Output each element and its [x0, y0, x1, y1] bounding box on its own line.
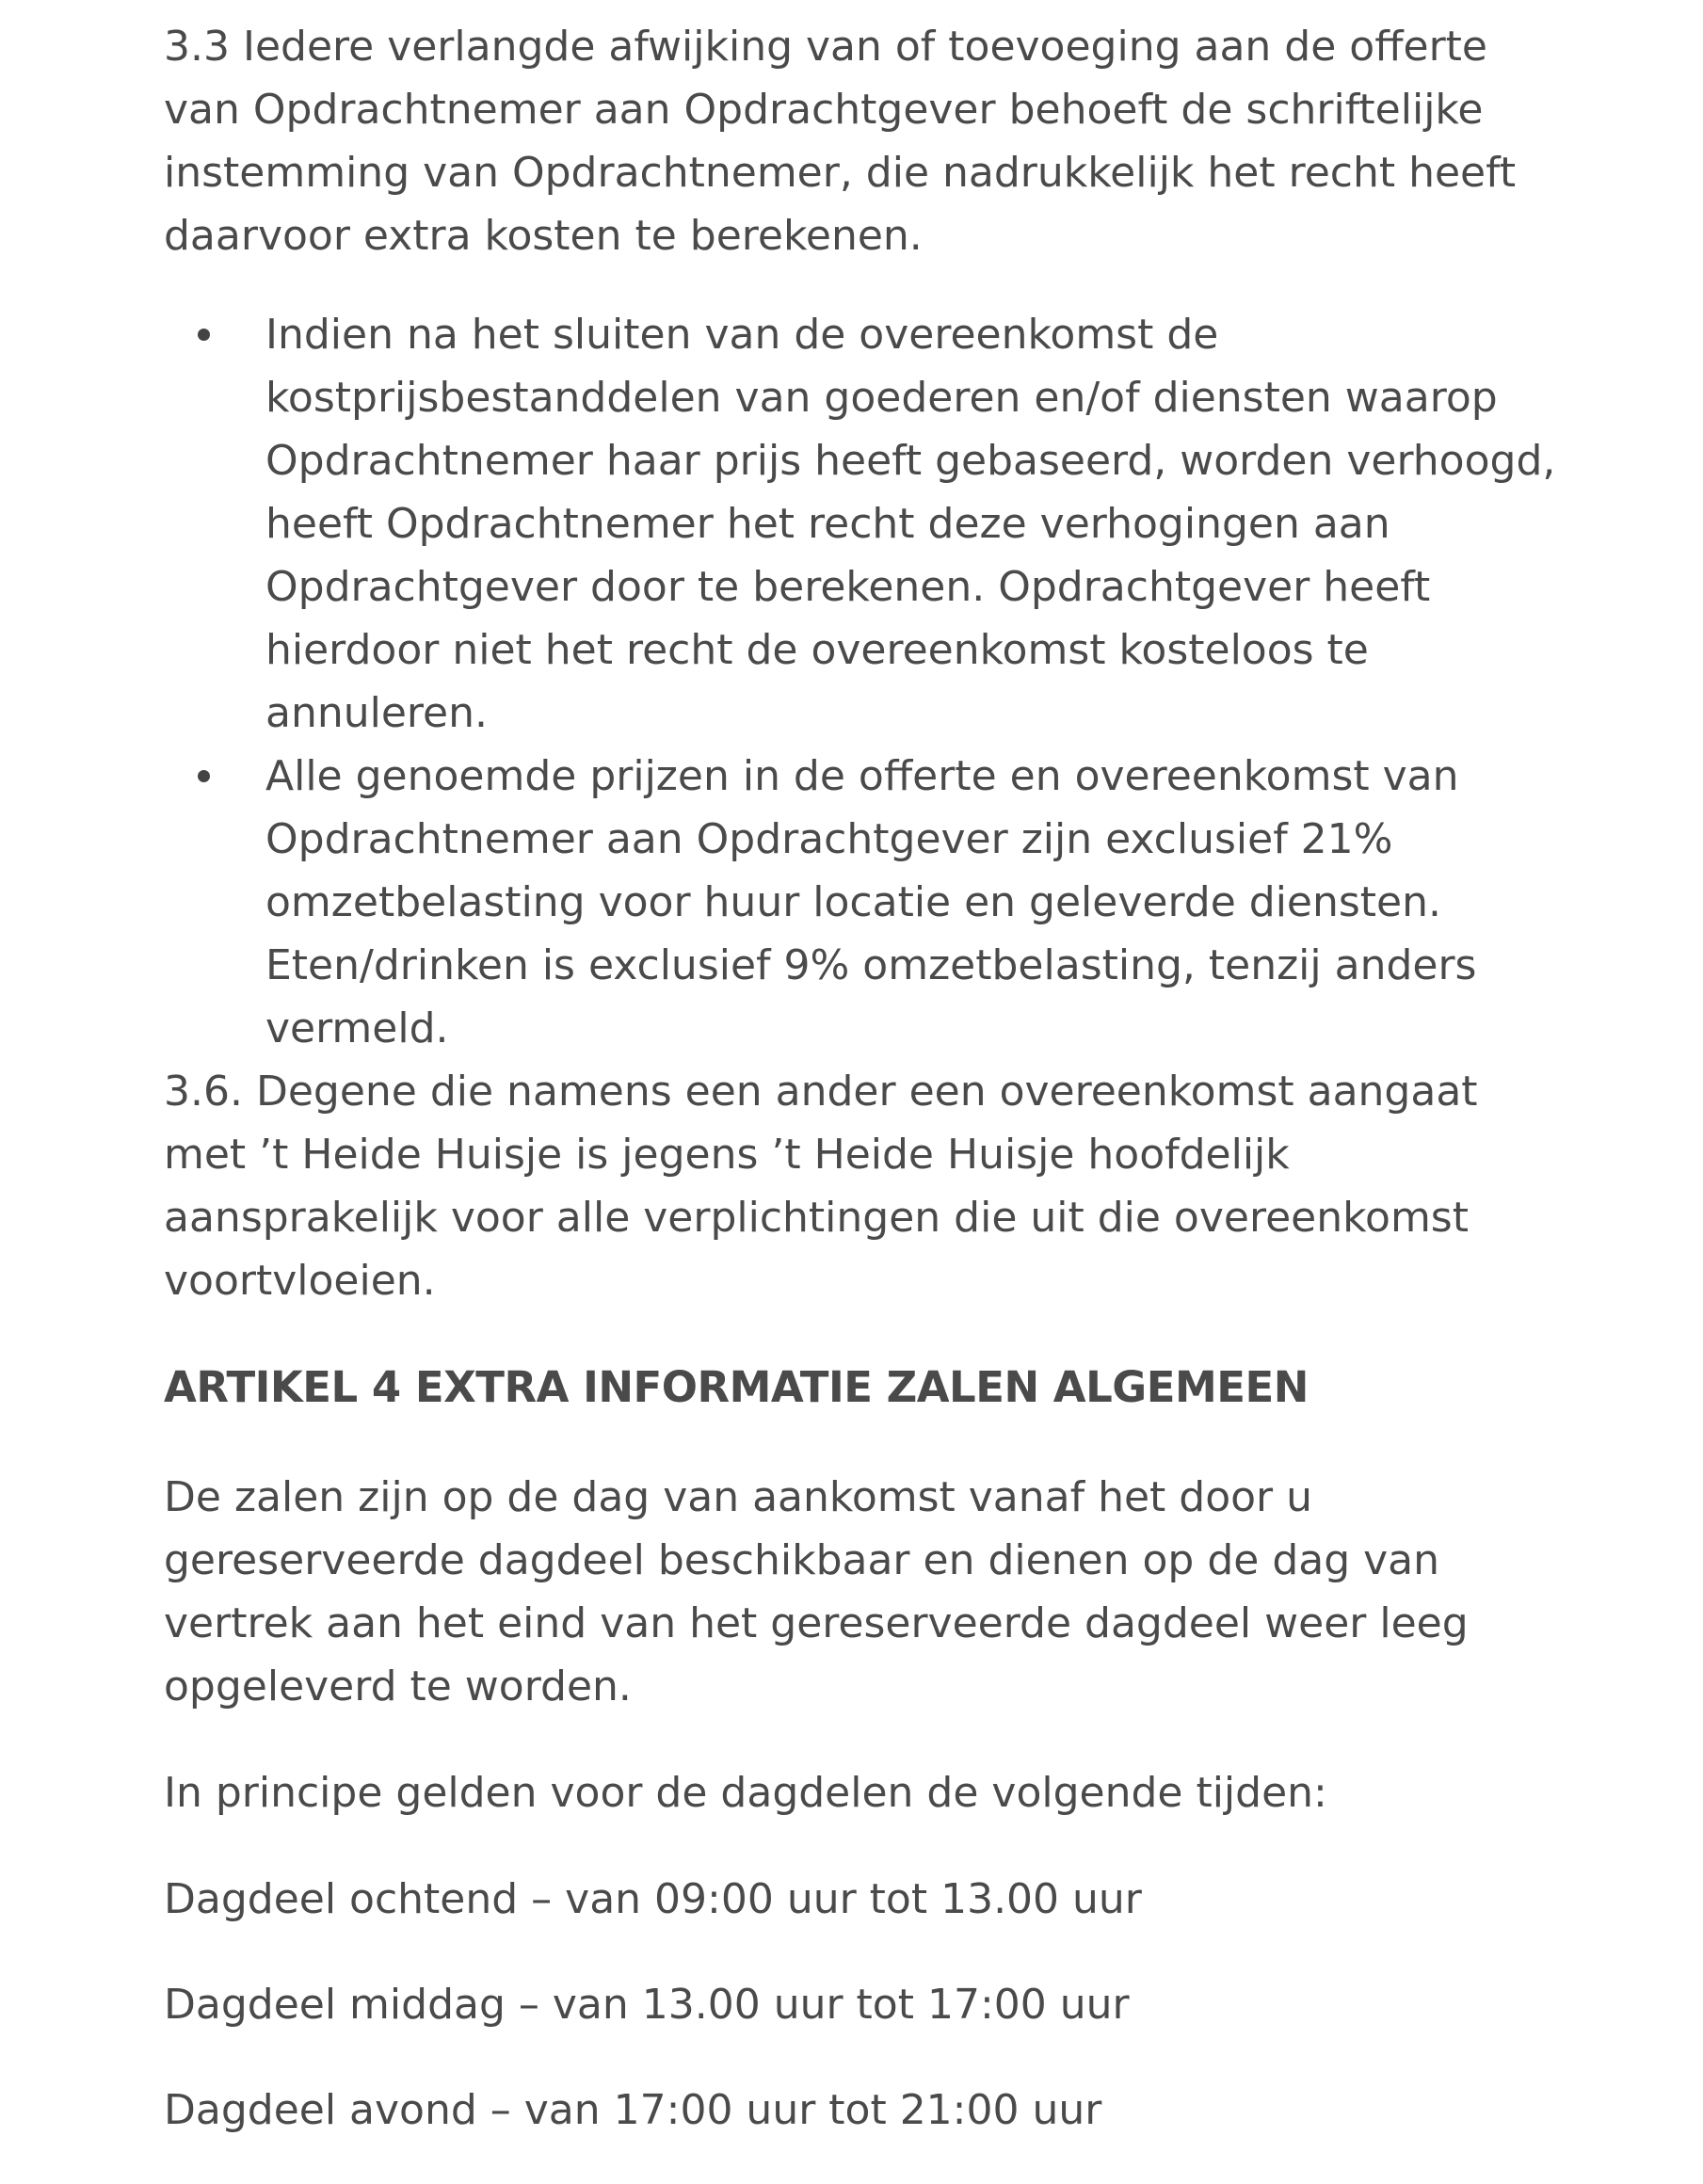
bullet-item	[164, 745, 1566, 1060]
times-intro: In principe gelden voor de dagdelen de volgende tijden:	[164, 1769, 1327, 1817]
bullet-dot-icon	[198, 770, 210, 782]
bullet-list	[164, 303, 1566, 1060]
article-4-intro: De zalen zijn op de dag van aankomst vanaf het door u gereserveerde dagdeel beschikbaar en dienen op de dag van vertrek aan het eind van het gereserveerde dagdeel weer leeg opgeleverd te worden.	[164, 1473, 1469, 1710]
article-4-heading: ARTIKEL 4 EXTRA INFORMATIE ZALEN ALGEMEEN	[164, 1362, 1309, 1412]
paragraph-3-6: 3.6. Degene die namens een ander een overeenkomst aangaat met ’t Heide Huisje is jegens ’t Heide Huisje hoofdelijk aansprakelijk voor alle verplichtingen die uit die overeenkomst voortvloeien.	[164, 1068, 1478, 1305]
bullet-text: Alle genoemde prijzen in de offerte en overeenkomst van Opdrachtnemer aan Opdrachtgever zijn exclusief 21% omzetbelasting voor huur locatie en geleverde diensten. Eten/drinken is exclusief 9% omzetbelasting, tenzij anders vermeld.	[265, 752, 1477, 1052]
document-page	[164, 15, 1566, 2184]
paragraph-3-3: 3.3 Iedere verlangde afwijking van of toevoeging aan de offerte van Opdrachtnemer aan Opdrachtgever behoeft de schriftelijke instemming van Opdrachtnemer, die nadrukkelijk het recht heeft daarvoor extra kosten te berekenen.	[164, 23, 1517, 260]
time-row-morning: Dagdeel ochtend – van 09:00 uur tot 13.00 uur	[164, 1875, 1142, 1923]
bullet-item	[164, 303, 1566, 745]
time-row-afternoon: Dagdeel middag – van 13.00 uur tot 17:00 uur	[164, 1981, 1130, 2029]
bullet-text: Indien na het sluiten van de overeenkomst de kostprijsbestanddelen van goederen en/of diensten waarop Opdrachtnemer haar prijs heeft gebaseerd, worden verhoogd, heeft Opdrachtnemer het recht deze verhogingen aan Opdrachtgever door te berekenen. Opdrachtgever heeft hierdoor niet het recht de overeenkomst kosteloos te annuleren.	[265, 311, 1556, 737]
bullet-dot-icon	[198, 329, 210, 341]
time-row-evening: Dagdeel avond – van 17:00 uur tot 21:00 uur	[164, 2086, 1102, 2134]
